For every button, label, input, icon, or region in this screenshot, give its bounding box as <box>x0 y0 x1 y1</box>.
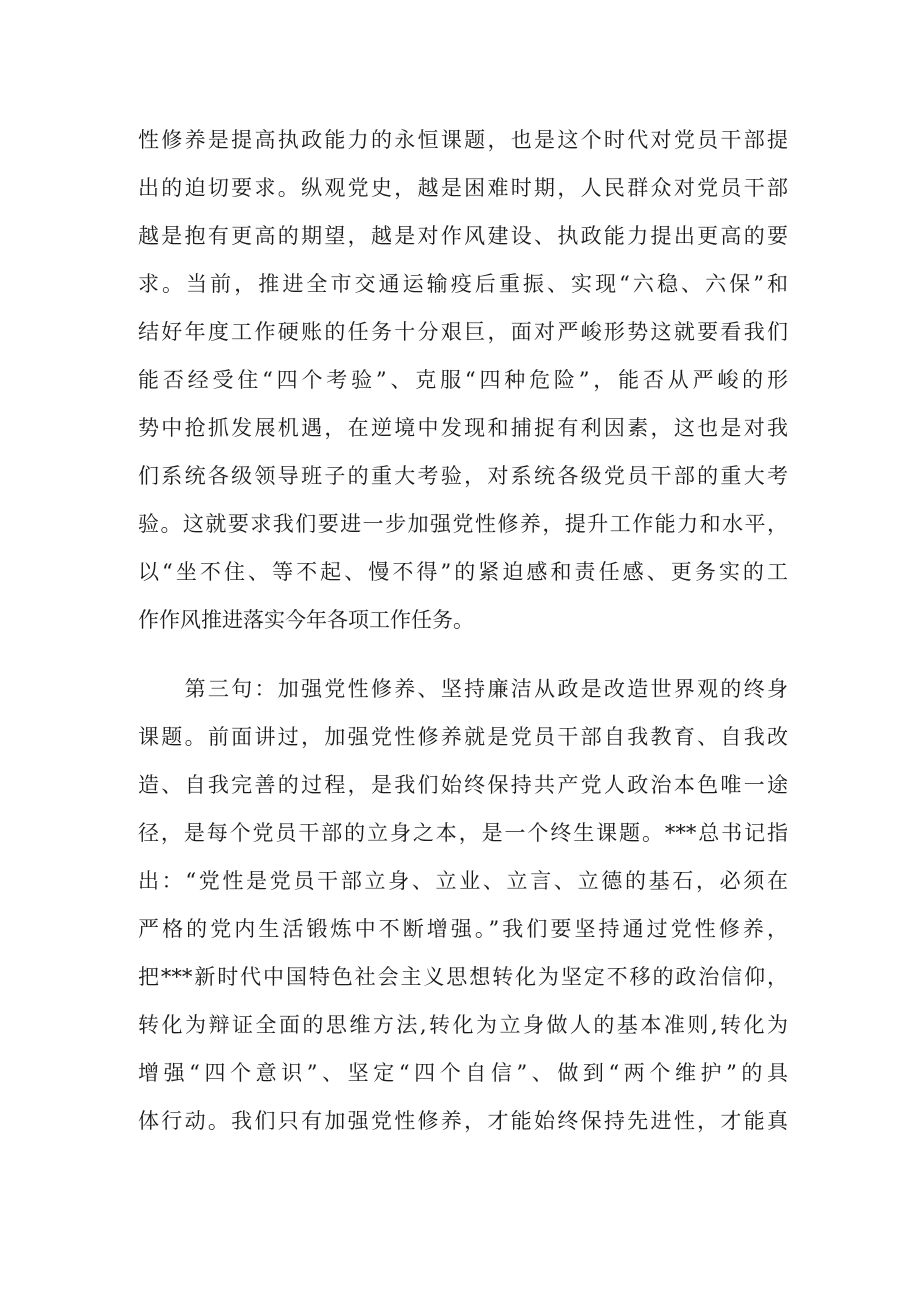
text-line: 出：“党性是党员干部立身、立业、立言、立德的基石，必须在 <box>138 869 788 893</box>
text-line: 课题。前面讲过，加强党性修养就是党员干部自我教育、自我改 <box>138 725 788 749</box>
text-line: 越是抱有更高的期望，越是对作风建设、执政能力提出更高的要 <box>138 224 788 248</box>
text-line: 增强“四个意识”、坚定“四个自信”、做到“两个维护”的具 <box>138 1061 788 1085</box>
text-line: 出的迫切要求。纵观党史，越是困难时期，人民群众对党员干部 <box>138 176 788 200</box>
text-line: 以“坐不住、等不起、慢不得”的紧迫感和责任感、更务实的工 <box>138 560 788 584</box>
text-line: 作作风推进落实今年各项工作任务。 <box>138 608 474 632</box>
text-line: 体行动。我们只有加强党性修养，才能始终保持先进性，才能真 <box>138 1109 788 1133</box>
text-line: 势中抢抓发展机遇，在逆境中发现和捕捉有利因素，这也是对我 <box>138 416 788 440</box>
text-line: 结好年度工作硬账的任务十分艰巨，面对严峻形势这就要看我们 <box>138 320 788 344</box>
text-line: 们系统各级领导班子的重大考验，对系统各级党员干部的重大考 <box>138 464 788 488</box>
text-line: 造、自我完善的过程，是我们始终保持共产党人政治本色唯一途 <box>138 773 788 797</box>
text-line: 把***新时代中国特色社会主义思想转化为坚定不移的政治信仰， <box>138 965 788 989</box>
text-line: 验。这就要求我们要进一步加强党性修养，提升工作能力和水平， <box>138 512 788 536</box>
paragraph-1 <box>138 116 788 644</box>
text-line: 性修养是提高执政能力的永恒课题，也是这个时代对党员干部提 <box>138 128 788 152</box>
text-line: 第三句：加强党性修养、坚持廉洁从政是改造世界观的终身 <box>138 677 788 701</box>
text-line: 能否经受住“四个考验”、克服“四种危险”，能否从严峻的形 <box>138 368 788 392</box>
text-line: 转化为辩证全面的思维方法,转化为立身做人的基本准则,转化为 <box>138 1013 788 1037</box>
text-line: 径，是每个党员干部的立身之本，是一个终生课题。***总书记指 <box>138 821 788 845</box>
text-line: 严格的党内生活锻炼中不断增强。”我们要坚持通过党性修养， <box>138 917 788 941</box>
paragraph-2 <box>138 665 788 1145</box>
text-line: 求。当前，推进全市交通运输疫后重振、实现“六稳、六保”和 <box>138 272 788 296</box>
